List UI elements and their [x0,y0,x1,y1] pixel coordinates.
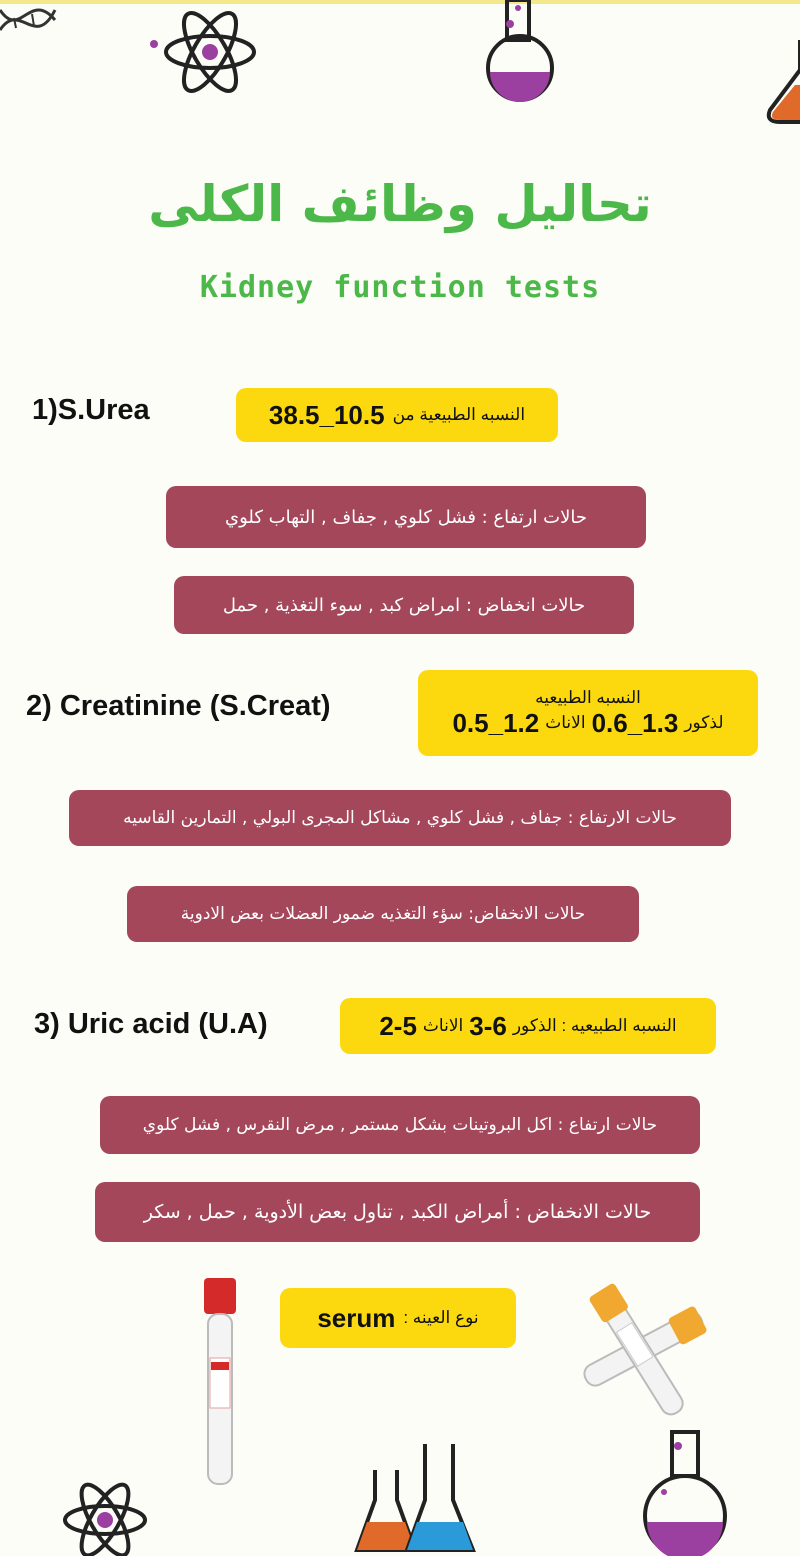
low-cases-creatinine: حالات الانخفاض: سؤء التغذيه ضمور العضلات بعض الادوية [127,886,639,942]
dna-icon [0,0,70,60]
vacutainer-icon [200,1278,240,1490]
top-border [0,0,800,4]
test-heading-uric-acid: 3) Uric acid (U.A) [34,1008,268,1040]
test-heading-urea: 1)S.Urea [32,394,150,426]
male-range-value: 3-6 [469,1010,507,1041]
normal-range-label: النسبه الطبيعيه : الذكور [512,1016,677,1035]
test-tube-icon [560,1278,720,1428]
normal-range-value: 38.5_10.5 [268,399,385,430]
flask-icon [480,0,560,105]
low-cases-urea: حالات انخفاض : امراض كبد , سوء التغذية , حمل [174,576,634,634]
normal-range-label: النسبه الطبيعية من [392,405,526,424]
sample-type-box [280,1288,516,1348]
high-cases-uric-acid: حالات ارتفاع : اكل البروتينات بشكل مستمر , مرض النقرس , فشل كلوي [100,1096,700,1154]
normal-range-uric-acid [340,998,716,1054]
female-range-value: 2-5 [379,1010,417,1041]
high-cases-creatinine: حالات الارتفاع : جفاف , فشل كلوي , مشاكل المجرى البولي , التمارين القاسيه [69,790,731,846]
low-cases-uric-acid: حالات الانخفاض : أمراض الكبد , تناول بعض الأدوية , حمل , سكر [95,1182,700,1242]
page-title: تحاليل وظائف الكلى [148,175,652,233]
atom-icon [55,1470,155,1556]
beaker-icon [355,1440,475,1556]
page-subtitle: Kidney function tests [199,270,601,305]
male-range-value: 0.6_1.3 [591,707,679,738]
female-label: الاناث [545,713,586,732]
high-cases-urea: حالات ارتفاع : فشل كلوي , جفاف , التهاب كلوي [166,486,646,548]
female-label: الاناث [422,1016,464,1035]
normal-range-creatinine [418,670,758,756]
test-heading-creatinine: 2) Creatinine (S.Creat) [26,690,331,722]
normal-range-urea [236,388,558,442]
atom-icon [160,2,260,102]
normal-range-row [452,708,723,739]
male-label: لذكور [684,713,724,732]
flask-icon [632,1432,742,1556]
female-range-value: 0.5_1.2 [452,707,540,738]
normal-range-label: النسبه الطبيعيه [535,687,641,707]
beaker-icon [765,40,800,125]
sample-type-value: serum [317,1302,396,1333]
sample-type-label: نوع العينه : [403,1308,479,1327]
